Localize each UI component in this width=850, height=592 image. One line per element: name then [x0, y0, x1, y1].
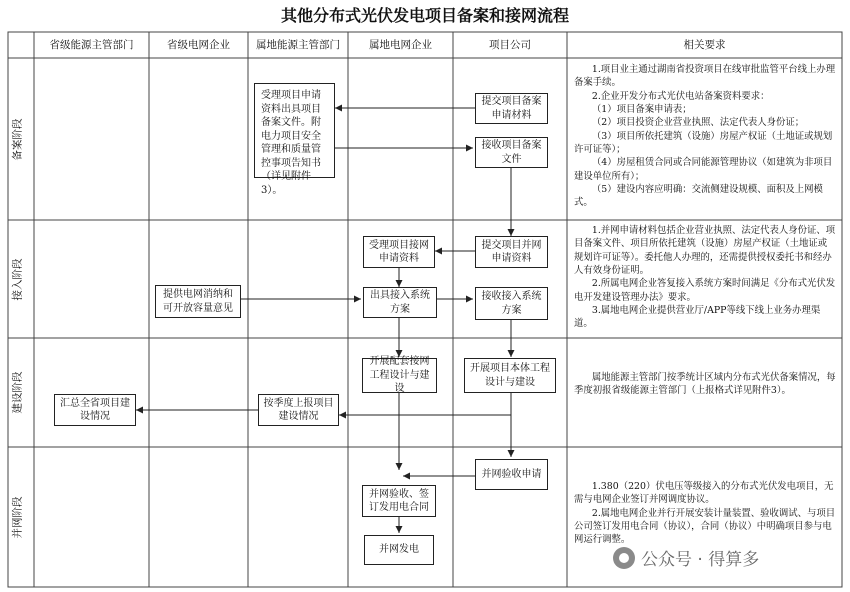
stage-filing-label: 备案阶段 — [11, 118, 24, 160]
box-accept-grid-application: 受理项目接网申请资料 — [363, 236, 435, 268]
box-receive-filing: 接收项目备案文件 — [475, 137, 548, 168]
column-header-local-grid: 属地电网企业 — [369, 39, 432, 51]
stage-access-label: 接入阶段 — [11, 258, 24, 300]
req-filing-item: （5）建设内容应明确：交流侧建设规模、面积及上网模式。 — [574, 184, 823, 209]
requirements-access — [574, 224, 836, 331]
requirements-construction — [574, 371, 836, 398]
req-filing-item: （4）房屋租赁合同或合同能源管理协议（如建筑为非项目建设单位所有）； — [574, 157, 833, 182]
box-submit-filing: 提交项目备案申请材料 — [475, 93, 548, 124]
watermark — [613, 545, 759, 570]
box-provide-capacity-opinion: 提供电网消纳和可开放容量意见 — [155, 285, 241, 318]
box-accept-filing: 受理项目申请资料出具项目备案文件。附电力项目安全管理和质量管控事项告知书（详见附件3）。 — [254, 83, 335, 178]
column-header-provincial-energy: 省级能源主管部门 — [49, 39, 134, 51]
req-access-item: 1.并网申请材料包括企业营业执照、法定代表人身份证、项目备案文件、项目所依托建筑（设施）房屋产权证（土地证或规划许可证等）。委托他人办理的，还需提供授权委托书和经办人有效身份证明。 — [574, 225, 836, 277]
req-connection-item: 2.属地电网企业并行开展安装计量装置、验收调试、与项目公司签订发用电合同（协议），合同（协议）中明确项目参与电网运行调整。 — [574, 507, 836, 546]
column-header-local-energy: 属地能源主管部门 — [256, 39, 340, 51]
req-filing-item: 2.企业开发分布式光伏电站备案资料要求： — [591, 90, 770, 102]
box-quarterly-report: 按季度上报项目建设情况 — [258, 394, 339, 426]
column-header-project-company: 项目公司 — [489, 39, 531, 51]
stage-connection — [0, 447, 34, 587]
req-filing-item: （1）项目备案申请表； — [591, 104, 692, 116]
stage-construction — [0, 338, 34, 447]
box-grid-connection: 并网发电 — [364, 535, 434, 565]
box-receive-access-plan: 接收接入系统方案 — [475, 287, 548, 320]
req-filing-item: 1.项目业主通过湖南省投资项目在线审批监管平台线上办理备案手续。 — [574, 64, 836, 89]
req-construction-item: 属地能源主管部门按季统计区域内分布式光伏备案情况，每季度初报省级能源主管部门（上报格式详见附件3）。 — [574, 372, 836, 397]
box-acceptance-and-contract: 并网验收、签订发用电合同 — [362, 485, 436, 517]
stage-construction-label: 建设阶段 — [11, 371, 24, 414]
req-access-item: 3.属地电网企业提供营业厅/APP等线下线上业务办理渠道。 — [574, 305, 821, 330]
stage-filing — [0, 58, 34, 220]
wechat-icon — [613, 547, 635, 569]
column-header-provincial-grid: 省级电网企业 — [167, 39, 230, 51]
box-issue-access-plan: 出具接入系统方案 — [363, 287, 437, 318]
watermark-text: 公众号 · 得算多 — [641, 550, 760, 570]
req-filing-item: （2）项目投资企业营业执照、法定代表人身份证； — [591, 117, 805, 129]
stage-connection-label: 并网阶段 — [11, 496, 24, 538]
requirements-filing — [574, 63, 836, 210]
box-project-construction: 开展项目本体工程设计与建设 — [464, 358, 556, 393]
page-title: 其他分布式光伏发电项目备案和接网流程 — [280, 6, 569, 25]
req-connection-item: 1.380（220）伏电压等级接入的分布式光伏发电项目，无需与电网企业签订并网调度协议。 — [574, 481, 834, 506]
box-grid-acceptance-application: 并网验收申请 — [475, 459, 548, 490]
stage-access — [0, 220, 34, 338]
box-supporting-grid-construction: 开展配套接网工程设计与建设 — [362, 358, 437, 393]
box-summarize-province: 汇总全省项目建设情况 — [54, 394, 136, 426]
box-submit-grid-application: 提交项目并网申请资料 — [475, 236, 548, 268]
req-access-item: 2.所属电网企业答复接入系统方案时间满足《分布式光伏发电开发建设管理办法》要求。 — [574, 278, 836, 303]
column-header-requirements: 相关要求 — [683, 39, 726, 51]
req-filing-item: （3）项目所依托建筑（设施）房屋产权证（土地证或规划许可证等）； — [574, 130, 833, 156]
requirements-connection — [574, 480, 836, 547]
